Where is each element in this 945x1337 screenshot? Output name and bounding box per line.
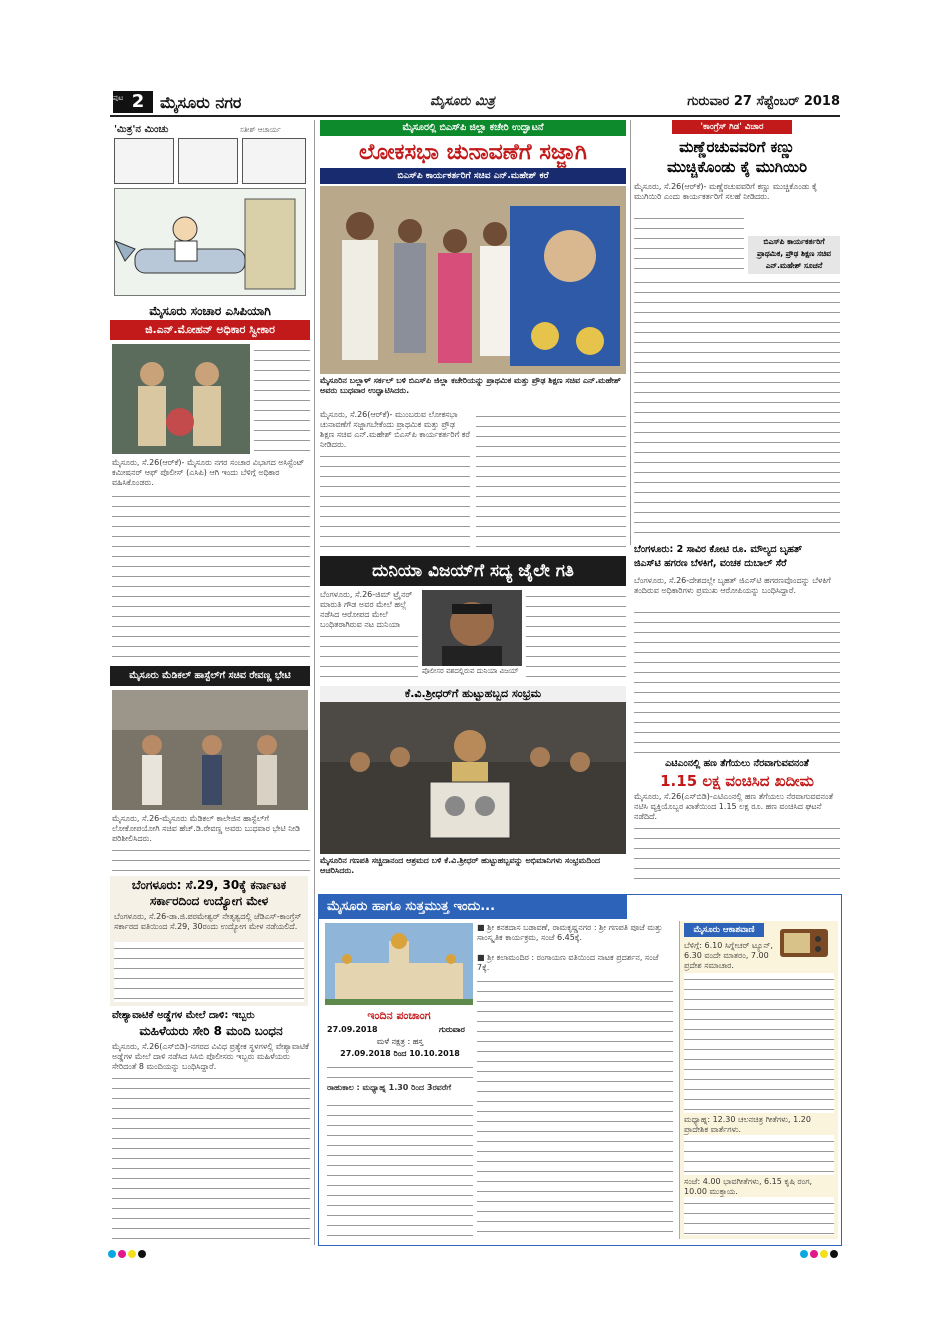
cartoon-artist: ಸತೀಶ್ ಆಚಾರ್ಯ [240,126,281,134]
today-events-col2 [477,975,673,1237]
panchanga-nakshatra: ಮಳೆ ನಕ್ಷತ್ರ : ಹಸ್ತ [376,1037,424,1046]
acp-photo-figures [112,344,250,454]
atm-body [634,822,840,888]
radio-box [679,921,838,1239]
palace-illustration [325,923,473,1005]
vijay-lead: ಬೆಂಗಳೂರು, ಸೆ.26-ಜಿಮ್ ಟ್ರೈನರ್ ಮಾರುತಿ ಗೌಡ ಅವರ ಮೇಲೆ ಹಲ್ಲೆ ನಡೆಸಿದ ಆರೋಪದ ಮೇಲೆ ಬಂಧಿತರಾಗಿರುವ ನಟ ದುನಿಯಾ [320,590,413,629]
sridhar-headline: ಕೆ.ವಿ.ಶ್ರೀಧರ್‌ಗೆ ಹುಟ್ಟುಹಬ್ಬದ ಸಂಭ್ರಮ [320,686,626,702]
sridhar-photo-figures [320,702,626,854]
bsp-body-col1 [320,450,470,550]
cartoon-box [110,120,310,298]
congress-body [634,276,840,534]
panchanga-date: 27.09.2018 [327,1025,378,1034]
acp-lead: ಮೈಸೂರು, ಸೆ.26(ಆರ್‌ಕೆ)- ಮೈಸೂರು ನಗರ ಸಂಚಾರ ವಿಭಾಗದ ಅಸಿಸ್ಟೆಂಟ್ ಕಮೀಷನರ್ ಆಫ್ ಪೊಲೀಸ್ (ಎಸಿಪಿ) ಆಗಿ ಇಂದು ಬೆಳಿಗ್ಗೆ ಅಧಿಕಾರ ವಹಿಸಿಕೊಂಡರು. [112,458,305,487]
raid-headline-2: ಮಹಿಳೆಯರು ಸೇರಿ 8 ಮಂದಿ ಬಂಧನ [139,1024,283,1038]
jobfair-lead: ಬೆಂಗಳೂರು, ಸೆ.26-ಡಾ.ಜಿ.ಪರಮೇಶ್ವರ್ ನೇತೃತ್ವದಲ್ಲಿ ಜೆಡಿಎಸ್-ಕಾಂಗ್ರೆಸ್ ಸರ್ಕಾರದ ವತಿಯಿಂದ ಸೆ.29, 30ರಂದು ಉದ್ಯೋಗ ಮೇಳ ನಡೆಯಲಿದೆ. [114,912,302,931]
radio-body-2 [684,1135,834,1175]
cartoon-drawing [114,188,306,296]
panchanga-range: 27.09.2018 ರಿಂದ 10.10.2018 [340,1049,460,1058]
jobfair-headline-2: ಸರ್ಕಾರದಿಂದ ಉದ್ಯೋಗ ಮೇಳ [149,894,269,908]
vijay-photo-figure [422,590,522,666]
bsp-subhead: ಬಿಎಸ್‌ಪಿ ಕಾರ್ಯಕರ್ತರಿಗೆ ಸಚಿವ ಎನ್.ಮಹೇಶ್ ಕರೆ [320,168,626,184]
radio-morning: ಬೆಳಿಗ್ಗೆ: 6.10 ಸಿಗ್ನೇಚರ್ ಟ್ಯೂನ್, 6.30 ವಂದೇ ಮಾತರಂ, 7.00 ಪ್ರದೇಶ ಸಮಾಚಾರ. [684,941,773,970]
section-title: ಮೈಸೂರು ನಗರ [160,93,242,112]
acp-photo-caption [254,344,310,454]
atm-lead: ಮೈಸೂರು, ಸೆ.26(ಎಸ್‌ಬಿಡಿ)-ಎಟಿಎಂನಲ್ಲಿ ಹಣ ತೆಗೆಯಲು ನೆರವಾಗುವವನಂತೆ ನಟಿಸಿ ವ್ಯಕ್ತಿಯೊಬ್ಬರ ಖಾತೆಯಿಂದ 1.15 ಲಕ್ಷ ರೂ. ಹಣ ವಂಚಿಸಿದ ಘಟನೆ ನಡೆದಿದೆ. [634,792,834,821]
congress-photo-caption-3: ಎನ್.ಮಹೇಶ್ ಸೂಚನೆ [765,261,823,270]
cartoon-panel-3 [242,138,306,184]
masthead: ಮೈಸೂರು ಮಿತ್ರ [430,94,495,109]
raid-headline-1: ವೇಶ್ಯಾವಾಟಿಕೆ ಅಡ್ಡೆಗಳ ಮೇಲೆ ದಾಳಿ: ಇಬ್ಬರು [112,1010,255,1021]
page-number-text: 2 [131,91,145,112]
registration-dot [820,1250,828,1258]
bsp-photo [320,186,626,374]
hostel-lead: ಮೈಸೂರು, ಸೆ.26-ಮೈಸೂರು ಮೆಡಿಕಲ್ ಕಾಲೇಜಿನ ಹಾಸ್ಟೆಲ್‌ಗೆ ಲೋಕೋಪಯೋಗಿ ಸಚಿವ ಹೆಚ್.ಡಿ.ರೇವಣ್ಣ ಅವರು ಬುಧವಾರ ಭೇಟಿ ನೀಡಿ ಪರಿಶೀಲಿಸಿದರು. [112,814,301,843]
page-label: ಪುಟ [113,94,124,102]
header-rule [110,115,840,117]
panchanga-weekday: ಗುರುವಾರ [439,1025,465,1034]
palace-photo [325,923,473,1005]
hostel-photo [112,690,308,810]
hostel-photo-figures [112,690,308,810]
raid-body [112,1072,310,1242]
jobfair-headline-1: ಬೆಂಗಳೂರು: ಸೆ.29, 30ಕ್ಕೆ ಕರ್ನಾಟಕ [131,878,287,892]
today-events-col1 [327,1099,473,1237]
cartoon-panel-2 [178,138,238,184]
jobfair-body [114,942,304,1002]
congress-photo-caption-2: ಪ್ರಾಥಮಿಕ, ಪ್ರೌಢ ಶಿಕ್ಷಣ ಸಚಿವ [757,249,831,258]
bsp-lead: ಮೈಸೂರು, ಸೆ.26(ಆರ್‌ಕೆ)- ಮುಂಬರುವ ಲೋಕಸಭಾ ಚುನಾವಣೆಗೆ ಸಜ್ಜಾಗಬೇಕೆಂದು ಪ್ರಾಥಮಿಕ ಮತ್ತು ಪ್ರೌಢ ಶಿಕ್ಷಣ ಸಚಿವ ಎನ್.ಮಹೇಶ್ ಬಿಎಸ್‌ಪಿ ಕಾರ್ಯಕರ್ತರಿಗೆ ಕರೆ ನೀಡಿದರು. [320,410,470,449]
vijay-photo-caption: ಪೊಲೀಸರ ವಶದಲ್ಲಿರುವ ದುನಿಯಾ ವಿಜಯ್ [422,667,519,675]
bsp-kicker: ಮೈಸೂರಲ್ಲಿ ಬಿಎಸ್‌ಪಿ ಜಿಲ್ಲಾ ಕಚೇರಿ ಉದ್ಘಾಟನೆ [320,120,626,136]
congress-photo-caption-1: ಬಿಎಸ್‌ಪಿ ಕಾರ್ಯಕರ್ತರಿಗೆ [763,237,825,246]
registration-dot [800,1250,808,1258]
registration-dot [810,1250,818,1258]
today-section [318,894,842,1246]
acp-photo [112,344,250,454]
bbmp-lead: ಬೆಂಗಳೂರು, ಸೆ.26-ದೇಶದಲ್ಲೇ ಬೃಹತ್ ಜಿಎಸ್‌ಟಿ ಹಗರಣವೊಂದನ್ನು ಬೆಳಕಿಗೆ ತಂದಿರುವ ಅಧಿಕಾರಿಗಳು ಪ್ರಮುಖ ಆರೋಪಿಯನ್ನು ಬಂಧಿಸಿದ್ದಾರೆ. [634,576,831,595]
atm-headline-1: ಎಟಿಎಂನಲ್ಲಿ ಹಣ ತೆಗೆಯಲು ನೆರವಾಗುವವನಂತೆ [665,758,809,769]
congress-body-top [634,212,744,272]
registration-dot [128,1250,136,1258]
cartoon-title: 'ಮಿತ್ರ'ನ ಮಿಂಚು [114,124,169,135]
today-event-2: ■ ಶ್ರೀ ಕಲಾಮಂದಿರ : ರಂಗಾಯಣ ವತಿಯಿಂದ ನಾಟಕ ಪ್ರದರ್ಶನ, ಸಂಜೆ 7ಕ್ಕೆ. [477,953,659,972]
radio-body-1 [684,973,834,1113]
congress-tag: 'ಕಾಂಗ್ರೆಸ್ ಗಿಡ' ವಿಚಾರ [672,120,792,134]
column-rule-left [314,120,315,1245]
column-rule-right [630,120,631,545]
registration-dot [118,1250,126,1258]
bbmp-headline-2: ಜಿಎಸ್‌ಟಿ ಹಗರಣ ಬೆಳಕಿಗೆ, ವಂಚಕ ದುಬಾಲ್ ಸೆರೆ [634,558,787,569]
congress-headline-2: ಮುಚ್ಚಿಕೊಂಡು ಕೈ ಮುಗಿಯಿರಿ [666,158,808,176]
radio-body-3 [684,1197,834,1235]
bsp-photo-figures [320,186,626,374]
today-event-1: ■ ಶ್ರೀ ಕನಕದಾಸ ಬಡಾವಣೆ, ರಾಮಕೃಷ್ಣನಗರ : ಶ್ರೀ ಗಣಪತಿ ಪೂಜೆ ಮತ್ತು ಸಾಂಸ್ಕೃತಿಕ ಕಾರ್ಯಕ್ರಮ, ಸಂಜೆ 6.45ಕ್ಕೆ. [477,923,663,942]
acp-headline-2: ಜಿ.ಎನ್.ಮೋಹನ್ ಅಧಿಕಾರ ಸ್ವೀಕಾರ [110,320,310,340]
hostel-body [112,844,310,872]
vijay-photo [422,590,522,666]
bsp-body-col2 [476,410,626,550]
radio-icon [778,925,830,959]
hostel-headline: ಮೈಸೂರು ಮೆಡಿಕಲ್ ಹಾಸ್ಟೆಲ್‌ಗೆ ಸಚಿವ ರೇವಣ್ಣ ಭೇಟಿ [110,666,310,686]
radio-evening: ಸಂಜೆ: 4.00 ಭಾವಗೀತೆಗಳು, 6.15 ಕೃಷಿ ರಂಗ, 10.00 ಮುಕ್ತಾಯ. [684,1177,813,1196]
acp-body [112,490,310,660]
today-banner: ಮೈಸೂರು ಹಾಗೂ ಸುತ್ತಮುತ್ತ ಇಂದು... [319,895,627,919]
registration-dot [138,1250,146,1258]
panchanga-title: ಇಂದಿನ ಪಂಚಾಂಗ [367,1009,431,1022]
congress-headline-1: ಮಣ್ಣೆರಚುವವರಿಗೆ ಕಣ್ಣು [679,138,795,156]
bsp-caption: ಮೈಸೂರಿನ ಬಲ್ಲಾಳ್ ಸರ್ಕಲ್ ಬಳಿ ಬಿಎಸ್‌ಪಿ ಜಿಲ್ಲಾ ಕಚೇರಿಯನ್ನು ಪ್ರಾಥಮಿಕ ಮತ್ತು ಪ್ರೌಢ ಶಿಕ್ಷಣ ಸಚಿವ ಎನ್.ಮಹೇಶ್ ಅವರು ಬುಧವಾರ ಉದ್ಘಾಟಿಸಿದರು. [320,376,621,395]
bbmp-body [634,606,840,754]
congress-lead: ಮೈಸೂರು, ಸೆ.26(ಆರ್‌ಕೆ)- ಮಣ್ಣೆರಚುವವರಿಗೆ ಕಣ್ಣು ಮುಚ್ಚಿಕೊಂಡು ಕೈ ಮುಗಿಯಿರಿ ಎಂದು ಕಾರ್ಯಕರ್ತರಿಗೆ ಸಲಹೆ ನೀಡಿದರು. [634,182,818,201]
bsp-headline: ಲೋಕಸಭಾ ಚುನಾವಣೆಗೆ ಸಜ್ಜಾಗಿ [359,140,587,165]
jobfair-box [110,876,308,1006]
registration-dot [830,1250,838,1258]
vijay-headline: ದುನಿಯಾ ವಿಜಯ್‌ಗೆ ಸದ್ಯ ಜೈಲೇ ಗತಿ [320,556,626,586]
registration-dot [108,1250,116,1258]
sridhar-photo [320,702,626,854]
cartoon-illustration [115,189,305,295]
panchanga-body [327,1061,473,1081]
radio-title: ಮೈಸೂರು ಆಕಾಶವಾಣಿ [684,923,764,937]
vijay-body-left [320,630,418,680]
vijay-body-right [526,590,626,680]
radio-set-icon [778,925,830,959]
panchanga-rahukala: ರಾಹುಕಾಲ : ಮಧ್ಯಾಹ್ನ 1.30 ರಿಂದ 3ರವರೆಗೆ [327,1083,452,1092]
sridhar-caption: ಮೈಸೂರಿನ ಗಣಪತಿ ಸಚ್ಚಿದಾನಂದ ಆಶ್ರಮದ ಬಳಿ ಕೆ.ವಿ.ಶ್ರೀಧರ್ ಹುಟ್ಟುಹಬ್ಬವನ್ನು ಅಭಿಮಾನಿಗಳು ಸಂಭ್ರಮದಿಂದ ಆಚರಿಸಿದರು. [320,856,601,875]
cartoon-panel-1 [114,138,174,184]
raid-lead: ಮೈಸೂರು, ಸೆ.26(ಎಸ್‌ಬಿಡಿ)-ನಗರದ ವಿವಿಧ ಪ್ರತ್ಯೇಕ ಸ್ಥಳಗಳಲ್ಲಿ ವೇಶ್ಯಾವಾಟಿಕೆ ಅಡ್ಡೆಗಳ ಮೇಲೆ ದಾಳಿ ನಡೆಸಿದ ಸಿಸಿಬಿ ಪೊಲೀಸರು ಇಬ್ಬರು ಮಹಿಳೆಯರು ಸೇರಿದಂತೆ 8 ಮಂದಿಯನ್ನು ಬಂಧಿಸಿದ್ದಾರೆ. [112,1042,309,1071]
atm-headline-2: 1.15 ಲಕ್ಷ ವಂಚಿಸಿದ ಖದೀಮ [660,772,814,790]
header-date: ಗುರುವಾರ 27 ಸೆಪ್ಟೆಂಬರ್ 2018 [687,94,840,109]
acp-headline-1: ಮೈಸೂರು ಸಂಚಾರ ಎಸಿಪಿಯಾಗಿ [149,304,271,318]
congress-photo-caption-box [748,236,840,274]
radio-afternoon: ಮಧ್ಯಾಹ್ನ: 12.30 ಚಲನಚಿತ್ರ ಗೀತೆಗಳು, 1.20 ಪ್ರಾದೇಶಿಕ ವಾರ್ತೆಗಳು. [684,1115,811,1134]
bbmp-headline-1: ಬೆಂಗಳೂರು: 2 ಸಾವಿರ ಕೋಟಿ ರೂ. ಮೌಲ್ಯದ ಬೃಹತ್ [634,544,803,555]
